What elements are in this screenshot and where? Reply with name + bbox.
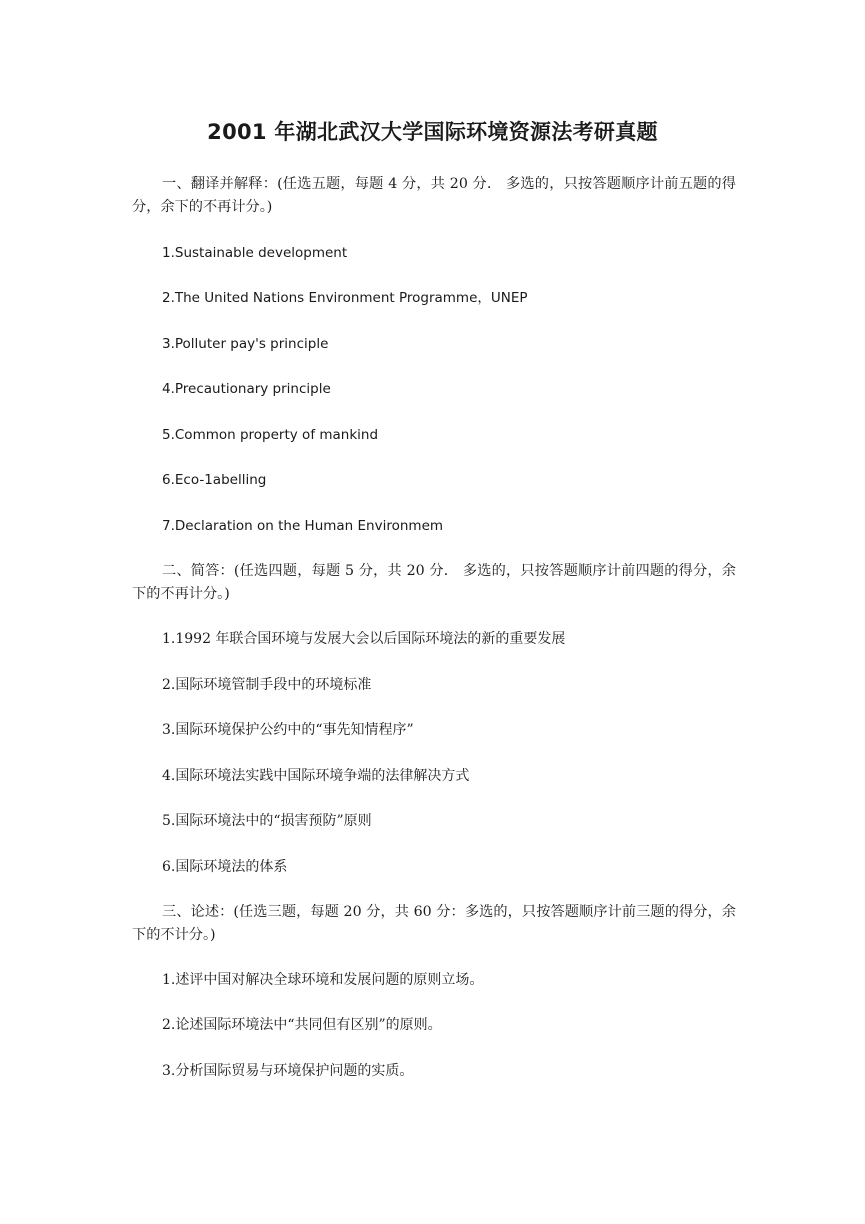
document-title: 2001 年湖北武汉大学国际环境资源法考研真题 xyxy=(207,120,658,144)
section-2-item-6: 6.国际环境法的体系 xyxy=(162,859,288,875)
section-1-heading: 一、翻译并解释：(任选五题，每题 4 分，共 20 分． 多选的，只按答题顺序计前五题的得分，余下的不再计分。) xyxy=(132,176,736,215)
section-3-item-3: 3.分析国际贸易与环境保护问题的实质。 xyxy=(162,1063,414,1079)
section-3-item-1: 1.述评中国对解决全球环境和发展问题的原则立场。 xyxy=(162,972,484,988)
section-1-item-1: 1.Sustainable development xyxy=(162,245,348,261)
section-2-item-2: 2.国际环境管制手段中的环境标准 xyxy=(162,677,372,693)
section-2-item-3: 3.国际环境保护公约中的“事先知情程序” xyxy=(162,722,414,738)
section-2-item-1: 1.1992 年联合国环境与发展大会以后国际环境法的新的重要发展 xyxy=(162,631,566,647)
section-1-item-3: 3.Polluter pay's principle xyxy=(162,336,329,352)
section-1-item-7: 7.Declaration on the Human Environmem xyxy=(162,518,444,534)
section-3-heading: 三、论述：(任选三题，每题 20 分，共 60 分：多选的，只按答题顺序计前三题的得分，余下的不计分。) xyxy=(132,904,736,943)
section-1-item-6: 6.Eco-1abelling xyxy=(162,472,267,488)
section-1-item-4: 4.Precautionary principle xyxy=(162,381,331,397)
section-2-item-5: 5.国际环境法中的“损害预防”原则 xyxy=(162,813,372,829)
section-2-heading: 二、简答：(任选四题，每题 5 分，共 20 分． 多选的，只按答题顺序计前四题的得分，余下的不再计分。) xyxy=(132,563,736,602)
section-1-item-5: 5.Common property of mankind xyxy=(162,427,379,443)
section-2-item-4: 4.国际环境法实践中国际环境争端的法律解决方式 xyxy=(162,768,470,784)
section-3-item-2: 2.论述国际环境法中“共同但有区别”的原则。 xyxy=(162,1017,442,1033)
section-1-item-2: 2.The United Nations Environment Programme，UNEP xyxy=(162,290,528,306)
